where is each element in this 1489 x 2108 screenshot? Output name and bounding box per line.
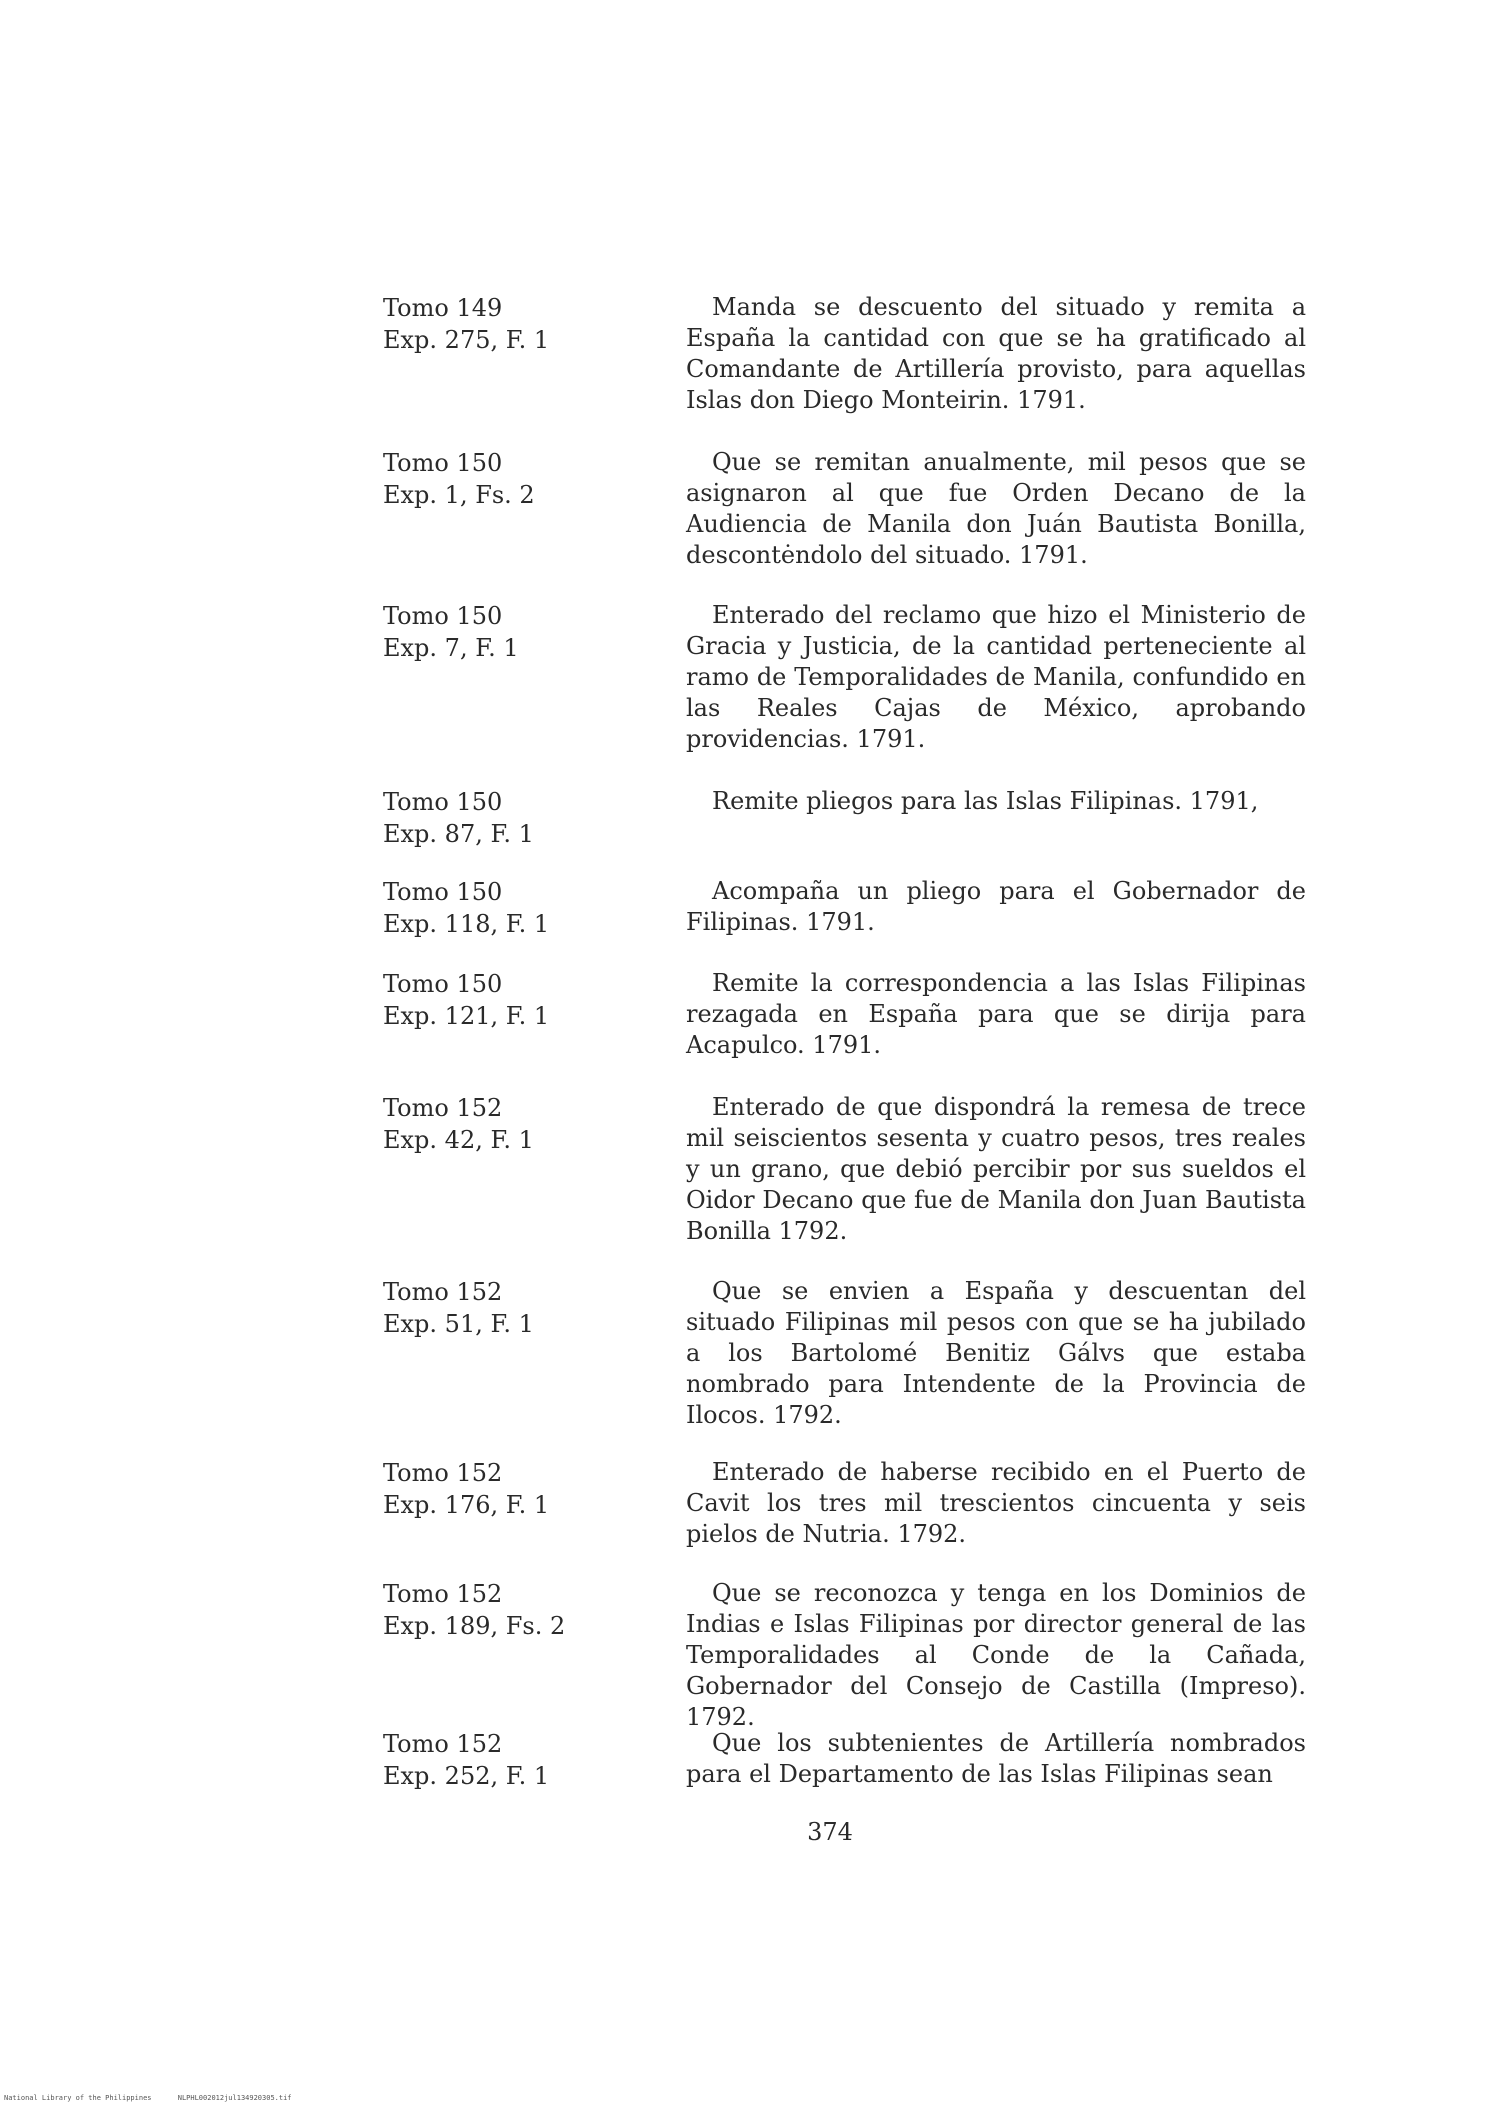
entry-reference: Tomo 150 Exp. 118, F. 1 <box>383 878 550 938</box>
entry-description: Remite la correspondencia a las Islas Filipinas rezagada en España para que se dirija para Acapulco. 1791. <box>686 969 1306 1059</box>
entry-description: Que se reconozca y tenga en los Dominios de Indias e Islas Filipinas por director general de las Temporalidades al Conde de la Cañada, Gobernador del Consejo de Castilla (Impreso). 1792. <box>686 1579 1306 1731</box>
entry-reference: Tomo 150 Exp. 87, F. 1 <box>383 788 534 848</box>
entry-reference: Tomo 152 Exp. 42, F. 1 <box>383 1094 534 1154</box>
entry-description: Remite pliegos para las Islas Filipinas. 1791, <box>712 787 1259 815</box>
entry-reference: Tomo 149 Exp. 275, F. 1 <box>383 294 550 354</box>
entry-description: Que se remitan anualmente, mil pesos que se asignaron al que fue Orden Decano de la Audiencia de Manila don Juán Bautista Bonilla, descontėndolo del situado. 1791. <box>686 448 1306 569</box>
scan-footer <box>4 2094 314 2102</box>
entry-description: Enterado de que dispondrá la remesa de trece mil seiscientos sesenta y cuatro pesos, tres reales y un grano, que debió percibir por sus sueldos el Oidor Decano que fue de Manila don Juan Bautista Bonilla 1792. <box>686 1093 1306 1245</box>
entry-reference: Tomo 152 Exp. 51, F. 1 <box>383 1278 534 1338</box>
entry-reference: Tomo 150 Exp. 121, F. 1 <box>383 970 550 1030</box>
entry-reference: Tomo 152 Exp. 176, F. 1 <box>383 1459 550 1519</box>
entry-reference: Tomo 150 Exp. 1, Fs. 2 <box>383 449 535 509</box>
entry-description: Enterado de haberse recibido en el Puerto de Cavit los tres mil trescientos cincuenta y seis pielos de Nutria. 1792. <box>686 1458 1306 1548</box>
entry-reference: Tomo 150 Exp. 7, F. 1 <box>383 602 519 662</box>
entry-description: Que los subtenientes de Artillería nombrados para el Departamento de las Islas Filipinas sean <box>686 1729 1306 1788</box>
entry-description: Acompaña un pliego para el Gobernador de Filipinas. 1791. <box>686 877 1306 936</box>
entry-reference: Tomo 152 Exp. 252, F. 1 <box>383 1730 550 1790</box>
footer-filename: NLPHL002012jul134920305.tif <box>177 2094 292 2102</box>
page-number: 374 <box>807 1818 853 1846</box>
entry-reference: Tomo 152 Exp. 189, Fs. 2 <box>383 1580 566 1640</box>
entry-description: Que se envien a España y descuentan del situado Filipinas mil pesos con que se ha jubilado a los Bartolomé Benitiz Gálvs que estaba nombrado para Intendente de la Provincia de Ilocos. 1792. <box>686 1277 1306 1429</box>
entry-description: Enterado del reclamo que hizo el Ministerio de Gracia y Justicia, de la cantidad perteneciente al ramo de Temporalidades de Manila, confundido en las Reales Cajas de México, aprobando providencias. 1791. <box>686 601 1306 753</box>
footer-source: National Library of the Philippines <box>4 2094 152 2102</box>
entry-description: Manda se descuento del situado y remita a España la cantidad con que se ha gratificado al Comandante de Artillería provisto, para aquellas Islas don Diego Monteirin. 1791. <box>686 293 1306 414</box>
